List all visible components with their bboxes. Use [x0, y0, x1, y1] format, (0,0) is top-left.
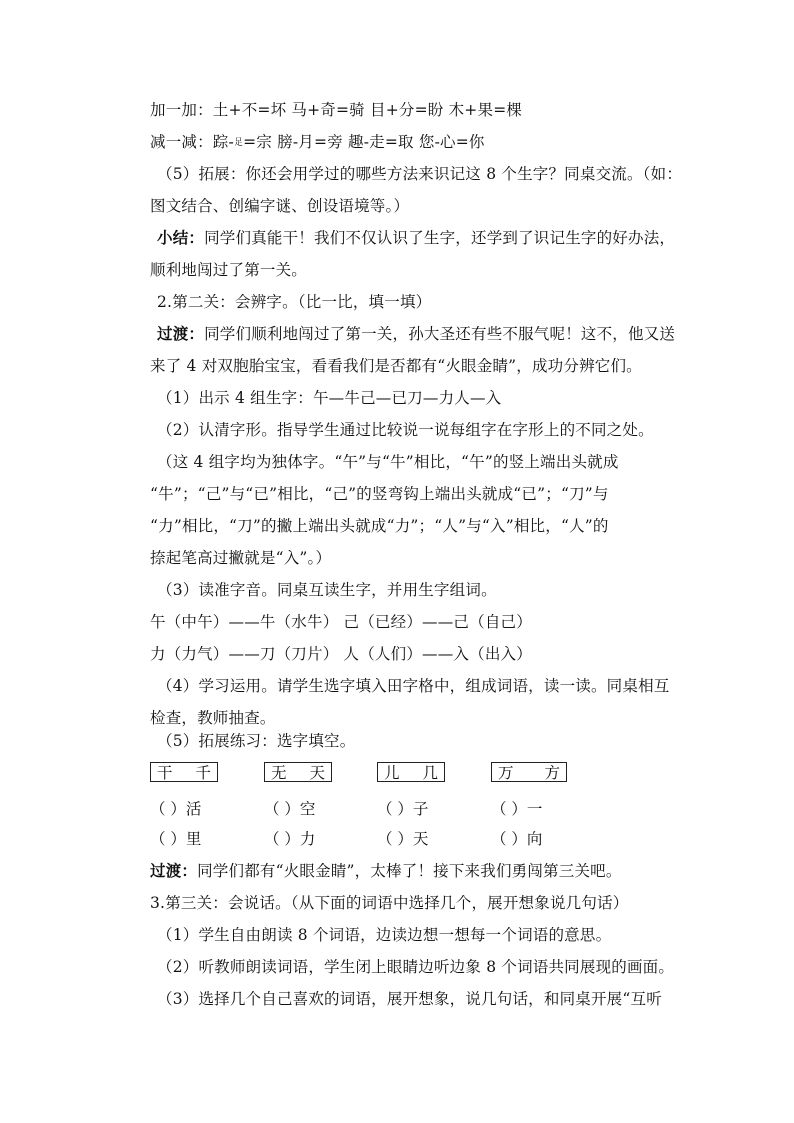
blank-item: （ ）活	[150, 800, 202, 818]
subtract-method-line	[150, 132, 485, 153]
blank-item: （ ）天	[377, 830, 429, 848]
step-3-line: （3）读准字音。同桌互读生字，并用生字组词。	[157, 581, 497, 599]
explanation-line3: “力”相比，“刀”的撇上端出头就成“力”；“人”与“入”相比，“人”的	[150, 517, 609, 535]
transition-2-line	[150, 861, 622, 881]
add-method-line: 加一加：土+不=坏 马+奇=骑 目+分=盼 木+果=棵	[150, 101, 523, 119]
char-pair-4-b: 方	[544, 764, 560, 782]
section-3-step-1: （1）学生自由朗读 8 个词语，边读边想一想每一个词语的意思。	[157, 926, 612, 944]
transition-1-text: 同学们顺利地闯过了第一关，孙大圣还有些不服气呢！这不，他又送	[204, 325, 676, 343]
char-pair-2-b: 天	[309, 764, 325, 782]
section-2-heading: 2.第二关：会辨字。（比一比，填一填）	[157, 293, 432, 311]
step-5-line: （5）拓展练习：选字填空。	[157, 732, 356, 750]
explanation-line1: （这 4 组字均为独体字。“午”与“牛”相比，“午”的竖上端出头就成	[157, 453, 619, 471]
blank-item: （ ）子	[377, 800, 429, 818]
section-3-step-3: （3）选择几个自己喜欢的词语，展开想象，说几句话，和同桌开展“互听	[157, 990, 662, 1008]
char-pair-box-3	[377, 762, 445, 782]
char-pair-1-a: 干	[157, 764, 173, 782]
char-pair-3-b: 几	[422, 764, 438, 782]
transition-1-line2: 来了 4 对双胞胎宝宝，看看我们是否都有“火眼金睛”，成功分辨它们。	[150, 357, 642, 375]
char-pair-4-a: 万	[498, 764, 514, 782]
transition-2-text: 同学们都有“火眼金睛”，太棒了！接下来我们勇闯第三关吧。	[197, 862, 622, 880]
char-pair-box-1	[150, 762, 218, 782]
blank-item: （ ）力	[264, 830, 316, 848]
step-2-line: （2）认清字形。指导学生通过比较说一说每组字在字形上的不同之处。	[157, 421, 654, 439]
extend-paragraph-line2: 图文结合、创编字谜、创设语境等。）	[150, 197, 410, 215]
word-group-line2: 力（力气）——刀（刀片） 人（人们）——入（出入）	[150, 645, 532, 663]
summary-label: 小结：	[157, 228, 205, 247]
blank-item: （ ）空	[264, 800, 316, 818]
section-3-heading: 3.第三关：会说话。（从下面的词语中选择几个，展开想象说几句话）	[150, 894, 629, 912]
char-pair-box-2	[264, 762, 332, 782]
word-group-line1: 午（中午）——牛（水牛） 己（已经）——己（自己）	[150, 613, 532, 631]
char-pair-box-4	[491, 762, 567, 782]
blank-item: （ ）里	[150, 830, 202, 848]
char-pair-2-a: 无	[271, 764, 287, 782]
foot-radical-glyph: 足	[234, 138, 243, 148]
char-pair-1-b: 千	[195, 764, 211, 782]
explanation-line2: “牛”；“己”与“已”相比，“己”的竖弯钩上端出头就成“已”；“刀”与	[150, 485, 609, 503]
explanation-line4: 捺起笔高过撇就是“入”。）	[150, 549, 332, 567]
char-pair-3-a: 儿	[384, 764, 400, 782]
summary-text: 同学们真能干！我们不仅认识了生字，还学到了识记生字的好办法，	[204, 229, 676, 247]
section-3-step-2: （2）听教师朗读词语，学生闭上眼睛边听边象 8 个词语共同展现的画面。	[157, 958, 675, 976]
blank-item: （ ）一	[491, 800, 543, 818]
subtract-method-prefix: 减一减：踪-	[150, 133, 234, 151]
step-4-line1: （4）学习运用。请学生选字填入田字格中，组成词语，读一读。同桌相互	[157, 677, 670, 695]
subtract-method-rest: =宗 膀-月=旁 趣-走=取 您-心=你	[243, 133, 485, 151]
transition-1-line1	[157, 324, 675, 344]
blank-item: （ ）向	[491, 830, 543, 848]
step-4-line2: 检查，教师抽查。	[150, 709, 276, 727]
transition-label: 过渡：	[157, 324, 205, 343]
transition-label: 过渡：	[150, 861, 198, 880]
extend-paragraph-line1: （5）拓展：你还会用学过的哪些方法来识记这 8 个生字？同桌交流。（如：	[157, 165, 683, 183]
summary-line1	[157, 228, 675, 248]
step-1-line: （1）出示 4 组生字：午—牛己—已刀—力人—入	[157, 389, 502, 407]
summary-line2: 顺利地闯过了第一关。	[150, 261, 308, 279]
